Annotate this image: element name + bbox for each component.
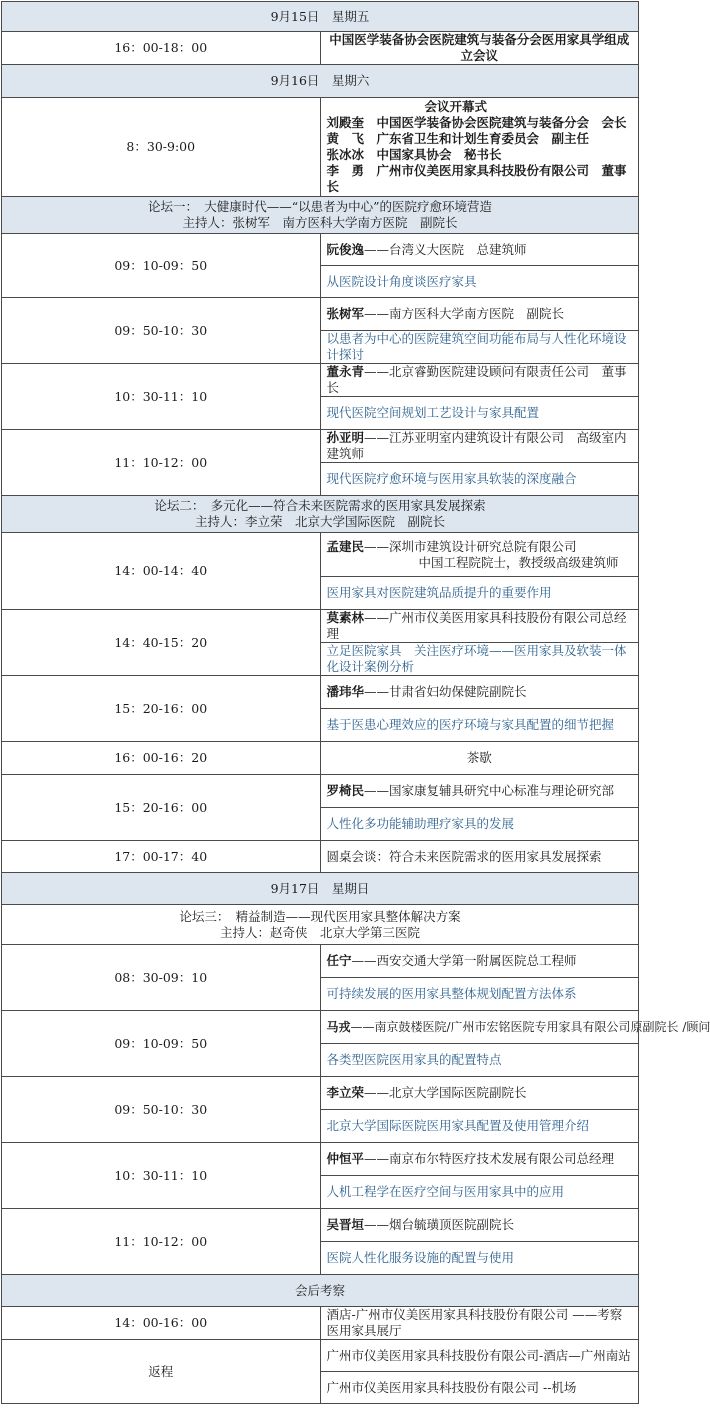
table-row	[2, 430, 639, 463]
table-row	[2, 1077, 639, 1110]
table-row	[2, 298, 639, 331]
tea-break-label: 茶歇	[320, 742, 639, 775]
opening-speaker: 黄 飞 广东省卫生和计划生育委员会 副主任	[326, 131, 590, 146]
speaker-cell	[320, 430, 639, 463]
return-label: 返程	[2, 1340, 321, 1404]
speaker-name: 李立荣	[326, 1085, 365, 1100]
forum-title: 论坛二： 多元化——符合未来医院需求的医用家具发展探索	[154, 498, 486, 513]
roundtable-label: 圆桌会谈：符合未来医院需求的医用家具发展探索	[320, 841, 639, 873]
opening-cell	[320, 98, 639, 197]
speaker-name: 罗椅民	[326, 783, 365, 798]
table-row	[2, 1143, 639, 1176]
table-row	[2, 945, 639, 978]
speaker-cell	[320, 610, 639, 643]
speaker-org: ——南京布尔特医疗技术发展有限公司总经理	[364, 1151, 615, 1166]
time-cell: 15：20-16：00	[2, 676, 321, 742]
time-cell: 10：30-11：10	[2, 1143, 321, 1209]
return-route-2: 广州市仪美医用家具科技股份有限公司 --机场	[320, 1372, 639, 1404]
forum-title: 论坛一： 大健康时代——“以患者为中心”的医院疗愈环境营造	[147, 199, 493, 214]
talk-topic: 基于医患心理效应的医疗环境与家具配置的细节把握	[320, 709, 639, 742]
speaker-cell	[320, 364, 639, 397]
return-route-1: 广州市仪美医用家具科技股份有限公司-酒店—广州南站	[320, 1340, 639, 1372]
speaker-name: 马戎	[326, 1020, 351, 1034]
tea-break-row	[2, 742, 639, 775]
time-cell: 09：10-09：50	[2, 234, 321, 298]
day-header-sep16	[2, 65, 639, 98]
time-cell: 8：30-9:00	[2, 98, 321, 197]
talk-topic: 立足医院家具 关注医疗环境——医用家具及软装一体化设计案例分析	[320, 643, 639, 676]
forum3-header	[2, 905, 639, 945]
forum-host: 主持人：张树军 南方医科大学南方医院 副院长	[182, 215, 458, 230]
visit-header	[2, 1275, 639, 1307]
speaker-org: ——台湾义大医院 总建筑师	[364, 241, 527, 257]
forum-host: 主持人：李立荣 北京大学国际医院 副院长	[194, 514, 445, 529]
time-cell: 09：50-10：30	[2, 298, 321, 364]
time-cell: 10：30-11：10	[2, 364, 321, 430]
opening-speaker: 刘殿奎 中国医学装备协会医院建筑与装备分会 会长	[326, 115, 627, 130]
speaker-org: ——甘肃省妇幼保健院副院长	[364, 684, 527, 699]
speaker-org: ——广州市仪美医用家具科技股份有限公司总经理	[326, 610, 627, 641]
forum-title: 论坛三： 精益制造——现代医用家具整体解决方案	[179, 908, 461, 924]
speaker-name: 潘玮华	[326, 684, 365, 699]
talk-topic: 现代医院空间规划工艺设计与家具配置	[320, 397, 639, 430]
talk-topic: 现代医院疗愈环境与医用家具软装的深度融合	[320, 463, 639, 496]
return-row	[2, 1340, 639, 1372]
visit-text: 酒店-广州市仪美医用家具科技股份有限公司 ——考察医用家具展厅	[320, 1307, 639, 1340]
talk-topic: 医用家具对医院建筑品质提升的重要作用	[320, 577, 639, 610]
speaker-org: ——江苏亚明室内建筑设计有限公司 高级室内建筑师	[326, 430, 627, 461]
speaker-cell	[320, 1077, 639, 1110]
time-cell: 11：10-12：00	[2, 1209, 321, 1275]
schedule-table	[1, 1, 710, 1404]
opening-title: 会议开幕式	[424, 99, 488, 114]
speaker-org: ——北京大学国际医院副院长	[364, 1085, 527, 1100]
speaker-cell	[320, 1011, 710, 1044]
day-header-text: 9月15日 星期五	[2, 2, 639, 32]
visit-row	[2, 1307, 639, 1340]
day-header-text: 9月17日 星期日	[2, 873, 639, 905]
forum2-header-cell	[2, 496, 639, 533]
forum1-header-cell	[2, 197, 639, 234]
opening-row	[2, 98, 639, 197]
table-row	[2, 364, 639, 397]
time-cell: 14：00-16：00	[2, 1307, 321, 1340]
speaker-cell	[320, 1143, 639, 1176]
forum-host: 主持人：赵奇侠 北京大学第三医院	[219, 924, 420, 940]
table-row	[2, 775, 639, 808]
speaker-name: 阮俊逸	[326, 241, 365, 257]
speaker-org: ——南京鼓楼医院/广州市宏铭医院专用家具有限公司原副院长 /顾问	[350, 1020, 710, 1034]
day-header-sep17	[2, 873, 639, 905]
speaker-org: ——北京睿勤医院建设顾问有限责任公司 董事长	[326, 364, 627, 395]
speaker-name: 任宁	[326, 953, 352, 968]
speaker-cell	[320, 775, 639, 808]
talk-topic: 人性化多功能辅助理疗家具的发展	[320, 808, 639, 841]
talk-topic: 从医院设计角度谈医疗家具	[320, 266, 639, 298]
table-row	[2, 610, 639, 643]
speaker-org: ——国家康复辅具研究中心标准与理论研究部	[364, 783, 615, 798]
talk-topic: 北京大学国际医院医用家具配置及使用管理介绍	[320, 1110, 639, 1143]
speaker-name: 莫素林	[326, 610, 365, 625]
talk-topic: 以患者为中心的医院建筑空间功能布局与人性化环境设计探讨	[320, 331, 639, 364]
time-cell: 16：00-18：00	[2, 32, 321, 65]
time-cell: 15：20-16：00	[2, 775, 321, 841]
speaker-name: 张树军	[326, 306, 365, 321]
time-cell: 16：00-16：20	[2, 742, 321, 775]
table-row	[2, 1011, 639, 1044]
day-header-text: 9月16日 星期六	[2, 65, 639, 98]
visit-header-text: 会后考察	[2, 1275, 639, 1307]
speaker-cell	[320, 234, 639, 266]
speaker-cell	[320, 1209, 639, 1242]
table-row	[2, 32, 639, 65]
speaker-name: 仲恒平	[326, 1151, 365, 1166]
speaker-name: 吴晋垣	[326, 1217, 365, 1232]
time-cell: 09：50-10：30	[2, 1077, 321, 1143]
roundtable-row	[2, 841, 639, 873]
talk-topic: 医院人性化服务设施的配置与使用	[320, 1242, 639, 1275]
speaker-org: ——西安交通大学第一附属医院总工程师	[351, 953, 577, 968]
meeting-title: 中国医学装备协会医院建筑与装备分会医用家具学组成立会议	[320, 32, 639, 65]
talk-topic: 人机工程学在医疗空间与医用家具中的应用	[320, 1176, 639, 1209]
opening-speaker: 张冰冰 中国家具协会 秘书长	[326, 147, 502, 162]
speaker-cell	[320, 533, 639, 577]
speaker-org: ——烟台毓璜顶医院副院长	[364, 1217, 515, 1232]
day-header-sep15	[2, 2, 639, 32]
table-row	[2, 1209, 639, 1242]
speaker-name: 董永青	[326, 364, 365, 379]
speaker-org: ——南方医科大学南方医院 副院长	[364, 306, 565, 321]
speaker-cell	[320, 676, 639, 709]
time-cell: 11：10-12：00	[2, 430, 321, 496]
forum2-header	[2, 496, 639, 533]
time-cell: 14：40-15：20	[2, 610, 321, 676]
table-row	[2, 676, 639, 709]
forum1-header	[2, 197, 639, 234]
speaker-cell	[320, 298, 639, 331]
table-row	[2, 533, 639, 577]
time-cell: 09：10-09：50	[2, 1011, 321, 1077]
time-cell: 08：30-09：10	[2, 945, 321, 1011]
speaker-cell	[320, 945, 639, 978]
talk-topic: 可持续发展的医用家具整体规划配置方法体系	[320, 978, 639, 1011]
speaker-name: 孙亚明	[326, 430, 365, 445]
speaker-title: 中国工程院院士，教授级高级建筑师	[418, 554, 619, 570]
table-row	[2, 234, 639, 266]
opening-speaker: 李 勇 广州市仪美医用家具科技股份有限公司 董事长	[326, 163, 627, 194]
time-cell: 17：00-17：40	[2, 841, 321, 873]
talk-topic: 各类型医院医用家具的配置特点	[320, 1044, 639, 1077]
speaker-name: 孟建民	[326, 538, 365, 554]
speaker-org: ——深圳市建筑设计研究总院有限公司	[364, 538, 577, 554]
forum3-header-cell	[2, 905, 639, 945]
time-cell: 14：00-14：40	[2, 533, 321, 610]
